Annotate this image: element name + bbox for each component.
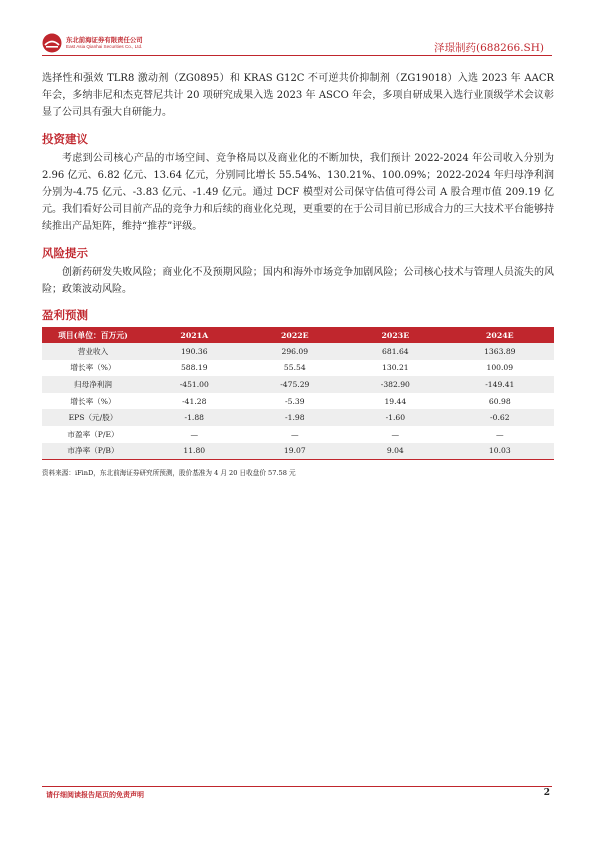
table-cell: 60.98 bbox=[488, 396, 511, 406]
table-header-cell: 2023E bbox=[345, 327, 446, 343]
table-cell: -41.28 bbox=[182, 396, 207, 406]
disclaimer-link[interactable]: 请仔细阅读报告尾页的免责声明 bbox=[46, 791, 144, 799]
table-cell: 681.64 bbox=[345, 343, 446, 360]
company-logo-icon bbox=[42, 33, 62, 53]
table-cell: 100.09 bbox=[486, 363, 514, 373]
table-header-cell: 2024E bbox=[446, 327, 554, 343]
table-cell: 588.19 bbox=[180, 363, 208, 373]
risk-heading: 风险提示 bbox=[42, 245, 88, 260]
table-row-label: EPS（元/股） bbox=[42, 409, 144, 426]
company-logo bbox=[42, 33, 143, 53]
table-row-label: 增长率（%） bbox=[70, 396, 116, 406]
table-cell: -1.60 bbox=[345, 409, 446, 426]
table-header-cell: 2022E bbox=[245, 327, 346, 343]
table-cell: 19.44 bbox=[384, 396, 407, 406]
table-cell: — bbox=[291, 429, 299, 439]
table-row bbox=[42, 393, 554, 410]
investment-heading: 投资建议 bbox=[42, 131, 88, 146]
table-cell: -5.39 bbox=[285, 396, 305, 406]
table-cell: -451.00 bbox=[144, 376, 245, 393]
table-cell: -1.98 bbox=[245, 409, 346, 426]
table-header-cell: 2021A bbox=[144, 327, 245, 343]
table-cell: -0.62 bbox=[446, 409, 554, 426]
table-cell: 9.04 bbox=[345, 443, 446, 460]
table-cell: 190.36 bbox=[144, 343, 245, 360]
report-body bbox=[42, 70, 554, 477]
table-row bbox=[42, 376, 554, 393]
table-cell: — bbox=[190, 429, 199, 439]
header-divider bbox=[42, 55, 552, 56]
table-row bbox=[42, 426, 554, 443]
table-row-label: 市盈率（P/E） bbox=[67, 429, 119, 439]
table-cell: 296.09 bbox=[245, 343, 346, 360]
table-cell: 19.07 bbox=[245, 443, 346, 460]
earnings-forecast-table bbox=[42, 327, 554, 460]
table-header-cell: 项目(单位：百万元) bbox=[42, 327, 144, 343]
table-cell: -475.29 bbox=[245, 376, 346, 393]
table-row-label: 市净率（P/B） bbox=[42, 443, 144, 460]
report-title: 泽璟制药(688266.SH) bbox=[434, 42, 544, 54]
forecast-heading: 盈利预测 bbox=[42, 308, 88, 323]
table-row bbox=[42, 343, 554, 360]
investment-paragraph: 考虑到公司核心产品的市场空间、竞争格局以及商业化的不断加快，我们预计 2022-2024 年公司收入分别为 2.96 亿元、6.82 亿元、13.64 亿元，分别同比增长 55.54%、130.21%、100.09%；2022-2024 年归母净利润分别为-4.75 亿元、-3.83 亿元、-1.49 亿元。通过 DCF 模型对公司保守估值可得公司 A 股合理市值 209.19 亿元。我们看好公司目前产品的竞争力和后续的商业化兑现，更重要的在于公司目前已形成合力的三大技术平台能够持续推出产品矩阵，维持“推荐”评级。 bbox=[42, 152, 554, 233]
table-cell: 55.54 bbox=[283, 363, 306, 373]
table-cell: 11.80 bbox=[144, 443, 245, 460]
table-row-label: 增长率（%） bbox=[70, 363, 116, 373]
table-row-label: 归母净利润 bbox=[42, 376, 144, 393]
table-cell: -149.41 bbox=[446, 376, 554, 393]
intro-paragraph: 选择性和强效 TLR8 激动剂（ZG0895）和 KRAS G12C 不可逆共价抑制剂（ZG19018）入选 2023 年 AACR 年会，多纳非尼和杰克替尼共计 20 项研究成果入选 2023 年 ASCO 年会，多项自研成果入选行业顶级学术会议彰显了公司具有强大自研能力。 bbox=[42, 73, 554, 119]
table-row bbox=[42, 360, 554, 377]
table-row bbox=[42, 443, 554, 460]
logo-english-name: East Asia Qianhai Securities Co., Ltd. bbox=[66, 44, 143, 49]
table-header-row bbox=[42, 327, 554, 343]
risk-paragraph: 创新药研发失败风险；商业化不及预期风险；国内和海外市场竞争加剧风险；公司核心技术与管理人员流失的风险；政策波动风险。 bbox=[42, 266, 554, 295]
table-cell: — bbox=[496, 429, 504, 439]
table-source-note: 资料来源：iFinD，东北前海证券研究所预测，股价基准为 4 月 20 日收盘价 57.58 元 bbox=[42, 469, 296, 478]
page-number: 2 bbox=[543, 788, 550, 798]
table-cell: -1.88 bbox=[144, 409, 245, 426]
table-row bbox=[42, 409, 554, 426]
table-row-label: 营业收入 bbox=[42, 343, 144, 360]
table-cell: — bbox=[391, 429, 400, 439]
table-cell: 10.03 bbox=[446, 443, 554, 460]
table-cell: -382.90 bbox=[345, 376, 446, 393]
table-cell: 130.21 bbox=[382, 363, 409, 373]
logo-chinese-name: 东北前海证券有限责任公司 bbox=[66, 36, 143, 44]
footer-divider bbox=[42, 786, 552, 787]
table-cell: 1363.89 bbox=[446, 343, 554, 360]
